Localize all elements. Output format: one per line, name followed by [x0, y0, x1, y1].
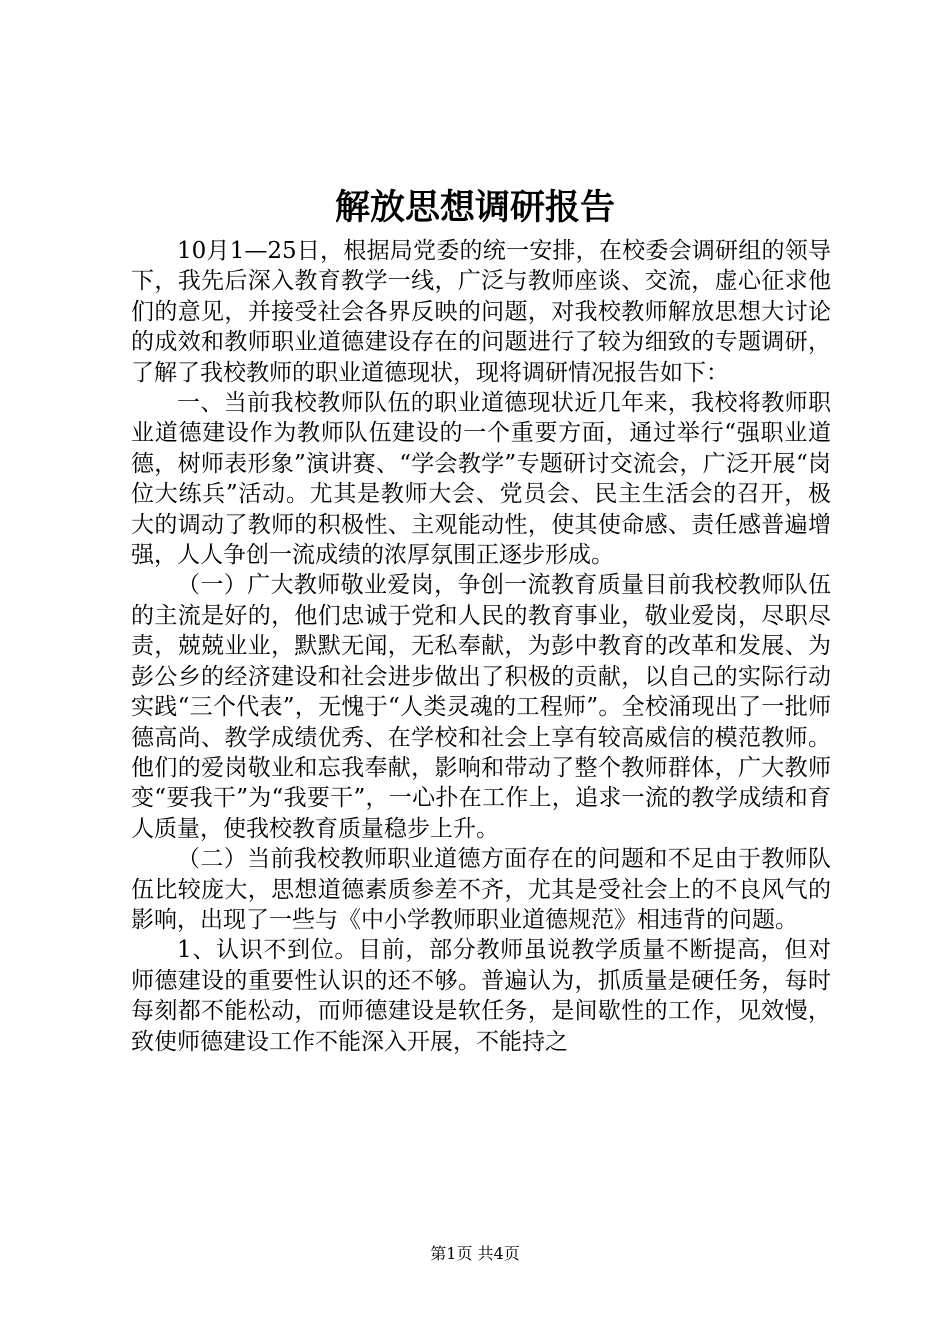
- document-body: [131, 236, 831, 1057]
- paragraph-item-1: 1、认识不到位。目前，部分教师虽说教学质量不断提高，但对师德建设的重要性认识的还不够。普遍认为，抓质量是硬任务，每时每刻都不能松动，而师德建设是软任务，是间歇性的工作，见效慢，致使师德建设工作不能深入开展，不能持之: [131, 937, 831, 1055]
- paragraph-subsection-1: （一）广大教师敬业爱岗，争创一流教育质量目前我校教师队伍的主流是好的，他们忠诚于党和人民的教育事业，敬业爱岗，尽职尽责，兢兢业业，默默无闻，无私奉献，为彭中教育的改革和发展、为彭公乡的经济建设和社会进步做出了积极的贡献，以自己的实际行动实践“三个代表”，无愧于“人类灵魂的工程师”。全校涌现出了一批师德高尚、教学成绩优秀、在学校和社会上享有较高威信的模范教师。他们的爱岗敬业和忘我奉献，影响和带动了整个教师群体，广大教师变“要我干”为“我要干”，一心扑在工作上，追求一流的教学成绩和育人质量，使我校教育质量稳步上升。: [131, 572, 831, 842]
- paragraph-intro: 10月1—25日，根据局党委的统一安排，在校委会调研组的领导下，我先后深入教育教学一线，广泛与教师座谈、交流，虚心征求他们的意见，并接受社会各界反映的问题，对我校教师解放思想大讨论的成效和教师职业道德建设存在的问题进行了较为细致的专题调研，了解了我校教师的职业道德现状，现将调研情况报告如下：: [131, 238, 831, 386]
- paragraph-subsection-2: （二）当前我校教师职业道德方面存在的问题和不足由于教师队伍比较庞大，思想道德素质参差不齐，尤其是受社会上的不良风气的影响，出现了一些与《中小学教师职业道德规范》相违背的问题。: [131, 846, 831, 933]
- page-number-footer: 第1页 共4页: [430, 1244, 520, 1263]
- document-title: 解放思想调研报告: [334, 187, 615, 228]
- paragraph-section-1: 一、当前我校教师队伍的职业道德现状近几年来，我校将教师职业道德建设作为教师队伍建设的一个重要方面，通过举行“强职业道德，树师表形象”演讲赛、“学会教学”专题研讨交流会，广泛开展“岗位大练兵”活动。尤其是教师大会、党员会、民主生活会的召开，极大的调动了教师的积极性、主观能动性，使其使命感、责任感普遍增强，人人争创一流成绩的浓厚氛围正逐步形成。: [131, 390, 831, 569]
